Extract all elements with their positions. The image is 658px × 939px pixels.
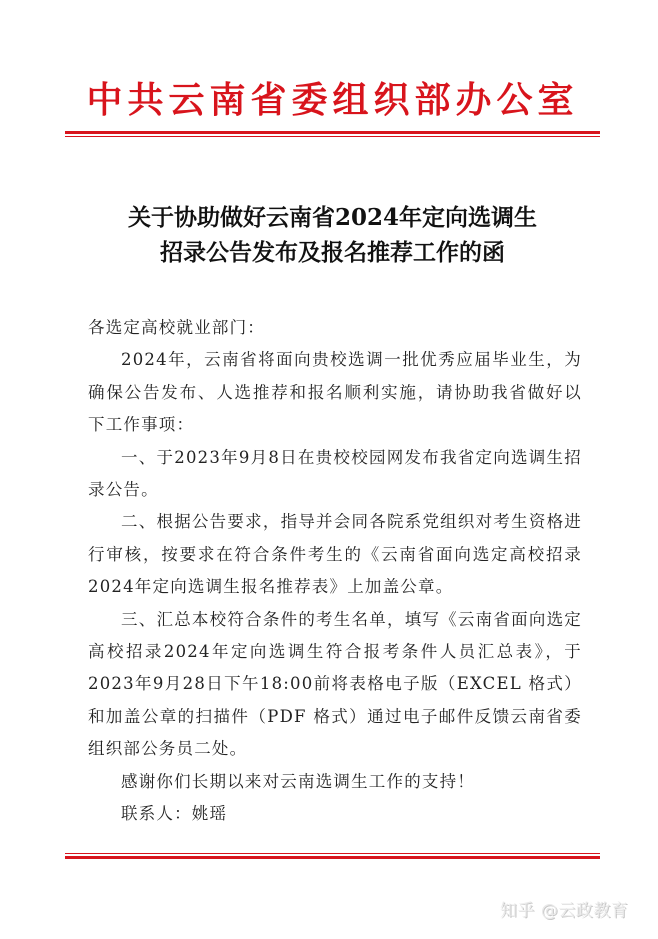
document-title [60, 200, 605, 270]
document-body [88, 312, 582, 831]
watermark: 知乎 @云政教育 [500, 901, 629, 921]
org-letterhead: 中共云南省委组织部办公室 [86, 79, 579, 121]
footer-rule-thin [65, 853, 600, 854]
contact-person: 联系人：姚瑶 [121, 804, 228, 824]
footer-rule-thick [65, 856, 600, 859]
letterhead-rule-thin [65, 136, 600, 137]
letterhead-rule-thick [65, 131, 600, 134]
item-2: 二、根据公告要求，指导并会同各院系党组织对考生资格进行审核，按要求在符合条件考生的《云南省面向选定高校招录2024年定向选调生报名推荐表》上加盖公章。 [88, 512, 582, 597]
item-3: 三、汇总本校符合条件的考生名单，填写《云南省面向选定高校招录2024年定向选调生符合报考条件人员汇总表》，于2023年9月28日下午18:00前将表格电子版（EXCEL 格式）和加盖公章的扫描件（PDF 格式）通过电子邮件反馈云南省委组织部公务员二处。 [88, 609, 582, 759]
intro-paragraph: 2024年，云南省将面向贵校选调一批优秀应届毕业生，为确保公告发布、人选推荐和报名顺利实施，请协助我省做好以下工作事项： [88, 350, 582, 435]
thanks-paragraph: 感谢你们长期以来对云南选调生工作的支持！ [121, 771, 475, 791]
title-line-2: 招录公告发布及报名推荐工作的函 [160, 239, 505, 266]
title-line-1: 关于协助做好云南省2024年定向选调生 [127, 204, 537, 231]
item-1: 一、于2023年9月8日在贵校校园网发布我省定向选调生招录公告。 [88, 447, 582, 500]
salutation: 各选定高校就业部门： [88, 318, 265, 337]
